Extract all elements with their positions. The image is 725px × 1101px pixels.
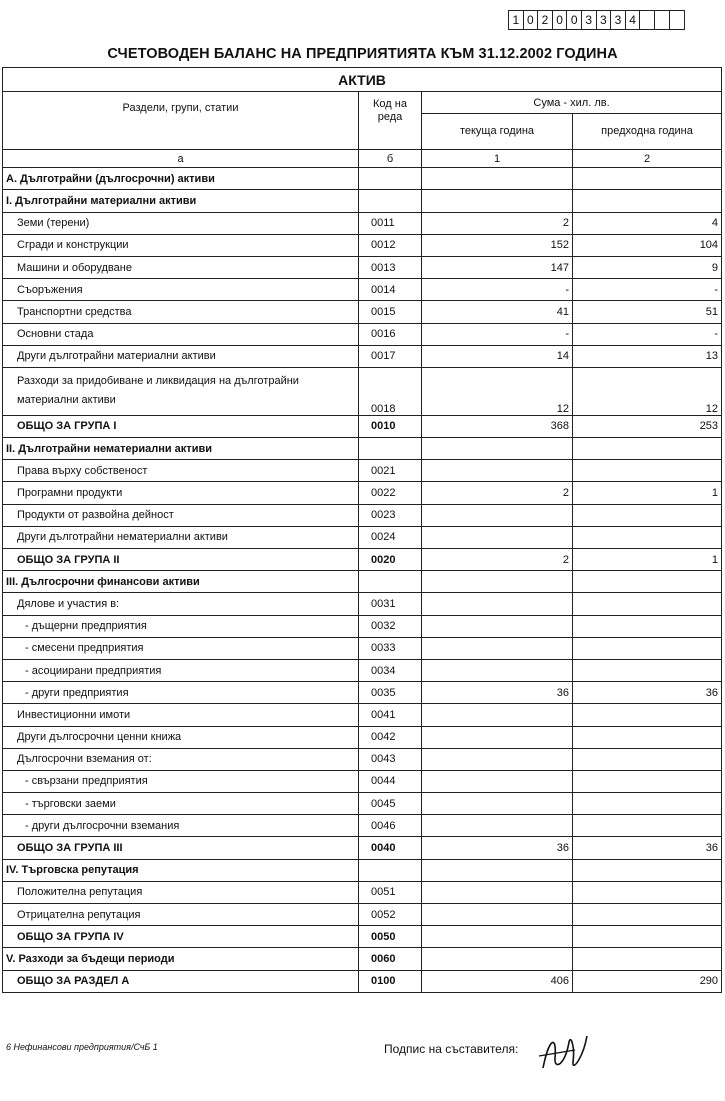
current-year-value [422, 926, 573, 948]
row-code: 0050 [359, 926, 422, 948]
previous-year-value [573, 948, 722, 970]
id-digit-box: 0 [567, 11, 582, 29]
table-row [3, 793, 722, 815]
row-label: - търговски заеми [3, 793, 359, 815]
table-row [3, 256, 722, 278]
previous-year-value [573, 571, 722, 593]
previous-year-value: 4 [573, 212, 722, 234]
table-row [3, 438, 722, 460]
current-year-value [422, 793, 573, 815]
row-label: ОБЩО ЗА ГРУПА I [3, 415, 359, 437]
table-row [3, 345, 722, 367]
row-label: - други дългосрочни вземания [3, 815, 359, 837]
row-label: Машини и оборудване [3, 256, 359, 278]
current-year-value [422, 460, 573, 482]
form-footnote: 6 Нефинансови предприятия/СчБ 1 [6, 1042, 158, 1052]
current-year-value: - [422, 279, 573, 301]
header-code: Код на реда [359, 92, 422, 150]
current-year-value [422, 637, 573, 659]
row-label: Дългосрочни вземания от: [3, 748, 359, 770]
previous-year-value [573, 859, 722, 881]
row-code: 0012 [359, 234, 422, 256]
previous-year-value: - [573, 279, 722, 301]
previous-year-value [573, 593, 722, 615]
current-year-value [422, 438, 573, 460]
current-year-value: 2 [422, 549, 573, 571]
row-code: 0011 [359, 212, 422, 234]
row-label: Програмни продукти [3, 482, 359, 504]
row-label: Инвестиционни имоти [3, 704, 359, 726]
previous-year-value [573, 659, 722, 681]
previous-year-value [573, 460, 722, 482]
current-year-value [422, 726, 573, 748]
row-label: Права върху собственост [3, 460, 359, 482]
previous-year-value: 13 [573, 345, 722, 367]
table-row [3, 367, 722, 415]
table-row [3, 659, 722, 681]
current-year-value [422, 571, 573, 593]
id-digit-box [655, 11, 670, 29]
current-year-value [422, 659, 573, 681]
id-digit-box: 1 [509, 11, 524, 29]
row-code: 0100 [359, 970, 422, 992]
table-row [3, 234, 722, 256]
id-digit-box: 4 [626, 11, 641, 29]
row-label: ОБЩО ЗА ГРУПА IV [3, 926, 359, 948]
col-label-a: а [3, 150, 359, 168]
balance-table [2, 67, 722, 993]
row-code: 0040 [359, 837, 422, 859]
table-row [3, 482, 722, 504]
row-code [359, 571, 422, 593]
previous-year-value: 12 [573, 367, 722, 415]
row-code: 0017 [359, 345, 422, 367]
row-code: 0016 [359, 323, 422, 345]
col-label-2: 2 [573, 150, 722, 168]
row-code: 0041 [359, 704, 422, 726]
section-title: АКТИВ [3, 68, 722, 92]
current-year-value: 12 [422, 367, 573, 415]
current-year-value [422, 904, 573, 926]
previous-year-value [573, 815, 722, 837]
previous-year-value [573, 881, 722, 903]
table-row [3, 212, 722, 234]
table-row [3, 682, 722, 704]
row-label-text: Разходи за придобиване и ликвидация на дълготрайни материални активи [17, 375, 299, 407]
current-year-value: 406 [422, 970, 573, 992]
row-code: 0052 [359, 904, 422, 926]
table-row [3, 926, 722, 948]
previous-year-value [573, 526, 722, 548]
header-previous-year: предходна година [573, 114, 722, 150]
row-label: ОБЩО ЗА ГРУПА II [3, 549, 359, 571]
row-label: Други дългосрочни ценни книжа [3, 726, 359, 748]
previous-year-value [573, 926, 722, 948]
row-label: ОБЩО ЗА РАЗДЕЛ А [3, 970, 359, 992]
col-label-1: 1 [422, 150, 573, 168]
previous-year-value: 9 [573, 256, 722, 278]
current-year-value [422, 748, 573, 770]
table-row [3, 526, 722, 548]
current-year-value: 36 [422, 682, 573, 704]
row-code: 0051 [359, 881, 422, 903]
row-label: А. Дълготрайни (дългосрочни) активи [3, 168, 359, 190]
table-row [3, 859, 722, 881]
row-label: II. Дълготрайни нематериални активи [3, 438, 359, 460]
table-row [3, 948, 722, 970]
row-code: 0022 [359, 482, 422, 504]
previous-year-value: 1 [573, 482, 722, 504]
current-year-value [422, 948, 573, 970]
row-label: - други предприятия [3, 682, 359, 704]
current-year-value: 36 [422, 837, 573, 859]
previous-year-value [573, 168, 722, 190]
row-label: - дъщерни предприятия [3, 615, 359, 637]
current-year-value [422, 168, 573, 190]
id-digit-box: 0 [524, 11, 539, 29]
row-label: Положителна репутация [3, 881, 359, 903]
previous-year-value [573, 793, 722, 815]
table-row [3, 415, 722, 437]
row-label: Съоръжения [3, 279, 359, 301]
row-code: 0035 [359, 682, 422, 704]
row-label: Земи (терени) [3, 212, 359, 234]
current-year-value: 152 [422, 234, 573, 256]
previous-year-value: 253 [573, 415, 722, 437]
header-current-year: текуща година [422, 114, 573, 150]
current-year-value: 2 [422, 212, 573, 234]
id-digit-box: 0 [553, 11, 568, 29]
table-row [3, 323, 722, 345]
table-row [3, 904, 722, 926]
row-label: Сгради и конструкции [3, 234, 359, 256]
row-code: 0043 [359, 748, 422, 770]
previous-year-value [573, 190, 722, 212]
row-code [359, 859, 422, 881]
table-row [3, 279, 722, 301]
row-label: ОБЩО ЗА ГРУПА III [3, 837, 359, 859]
previous-year-value [573, 704, 722, 726]
previous-year-value [573, 438, 722, 460]
row-code: 0033 [359, 637, 422, 659]
current-year-value [422, 615, 573, 637]
header-amount: Сума - хил. лв. [422, 92, 722, 114]
current-year-value: 41 [422, 301, 573, 323]
row-code: 0045 [359, 793, 422, 815]
row-label: III. Дългосрочни финансови активи [3, 571, 359, 593]
signature-label: Подпис на съставителя: [384, 1042, 519, 1056]
row-code: 0015 [359, 301, 422, 323]
row-code: 0031 [359, 593, 422, 615]
current-year-value [422, 770, 573, 792]
previous-year-value [573, 770, 722, 792]
table-row [3, 593, 722, 615]
previous-year-value [573, 904, 722, 926]
handwritten-signature [535, 1028, 595, 1076]
current-year-value [422, 190, 573, 212]
row-label: Отрицателна репутация [3, 904, 359, 926]
current-year-value [422, 526, 573, 548]
current-year-value: 147 [422, 256, 573, 278]
current-year-value [422, 704, 573, 726]
table-row [3, 881, 722, 903]
previous-year-value [573, 748, 722, 770]
previous-year-value: 36 [573, 682, 722, 704]
row-code: 0023 [359, 504, 422, 526]
id-digit-box [640, 11, 655, 29]
row-label: Дялове и участия в: [3, 593, 359, 615]
row-code: 0032 [359, 615, 422, 637]
row-code: 0044 [359, 770, 422, 792]
table-row [3, 168, 722, 190]
table-row [3, 837, 722, 859]
row-code: 0018 [359, 367, 422, 415]
table-row [3, 504, 722, 526]
document-title: СЧЕТОВОДЕН БАЛАНС НА ПРЕДПРИЯТИЯТА КЪМ 31.12.2002 ГОДИНА [107, 46, 618, 62]
table-row [3, 615, 722, 637]
row-label: IV. Търговска репутация [3, 859, 359, 881]
current-year-value [422, 593, 573, 615]
row-code: 0024 [359, 526, 422, 548]
previous-year-value: 51 [573, 301, 722, 323]
row-code: 0060 [359, 948, 422, 970]
table-row [3, 301, 722, 323]
row-label: Транспортни средства [3, 301, 359, 323]
row-label: - свързани предприятия [3, 770, 359, 792]
previous-year-value: 36 [573, 837, 722, 859]
current-year-value: 2 [422, 482, 573, 504]
id-digit-box [670, 11, 685, 29]
current-year-value [422, 881, 573, 903]
current-year-value: 368 [422, 415, 573, 437]
id-digit-box: 2 [538, 11, 553, 29]
row-label: Продукти от развойна дейност [3, 504, 359, 526]
row-label: - смесени предприятия [3, 637, 359, 659]
previous-year-value [573, 615, 722, 637]
row-label: Други дълготрайни материални активи [3, 345, 359, 367]
table-row [3, 460, 722, 482]
table-row [3, 549, 722, 571]
previous-year-value [573, 637, 722, 659]
current-year-value: 14 [422, 345, 573, 367]
id-digit-box: 3 [582, 11, 597, 29]
row-code: 0020 [359, 549, 422, 571]
id-digit-box: 3 [611, 11, 626, 29]
row-label: Основни стада [3, 323, 359, 345]
previous-year-value: - [573, 323, 722, 345]
row-code: 0046 [359, 815, 422, 837]
row-label [3, 367, 359, 415]
row-label: Други дълготрайни нематериални активи [3, 526, 359, 548]
row-code [359, 190, 422, 212]
previous-year-value: 1 [573, 549, 722, 571]
current-year-value [422, 859, 573, 881]
table-row [3, 571, 722, 593]
row-label: V. Разходи за бъдещи периоди [3, 948, 359, 970]
previous-year-value [573, 726, 722, 748]
row-label: - асоциирани предприятия [3, 659, 359, 681]
previous-year-value: 104 [573, 234, 722, 256]
table-row [3, 748, 722, 770]
row-label: I. Дълготрайни материални активи [3, 190, 359, 212]
previous-year-value [573, 504, 722, 526]
table-row [3, 970, 722, 992]
current-year-value [422, 815, 573, 837]
table-row [3, 815, 722, 837]
table-row [3, 726, 722, 748]
header-items: Раздели, групи, статии [3, 92, 359, 150]
current-year-value [422, 504, 573, 526]
id-digit-box: 3 [597, 11, 612, 29]
table-row [3, 637, 722, 659]
previous-year-value: 290 [573, 970, 722, 992]
row-code: 0013 [359, 256, 422, 278]
row-code: 0014 [359, 279, 422, 301]
row-code: 0042 [359, 726, 422, 748]
table-row [3, 190, 722, 212]
row-code: 0034 [359, 659, 422, 681]
row-code [359, 168, 422, 190]
current-year-value: - [422, 323, 573, 345]
col-label-b: б [359, 150, 422, 168]
row-code [359, 438, 422, 460]
table-row [3, 770, 722, 792]
table-row [3, 704, 722, 726]
row-code: 0010 [359, 415, 422, 437]
document-id-boxes [508, 10, 685, 30]
row-code: 0021 [359, 460, 422, 482]
